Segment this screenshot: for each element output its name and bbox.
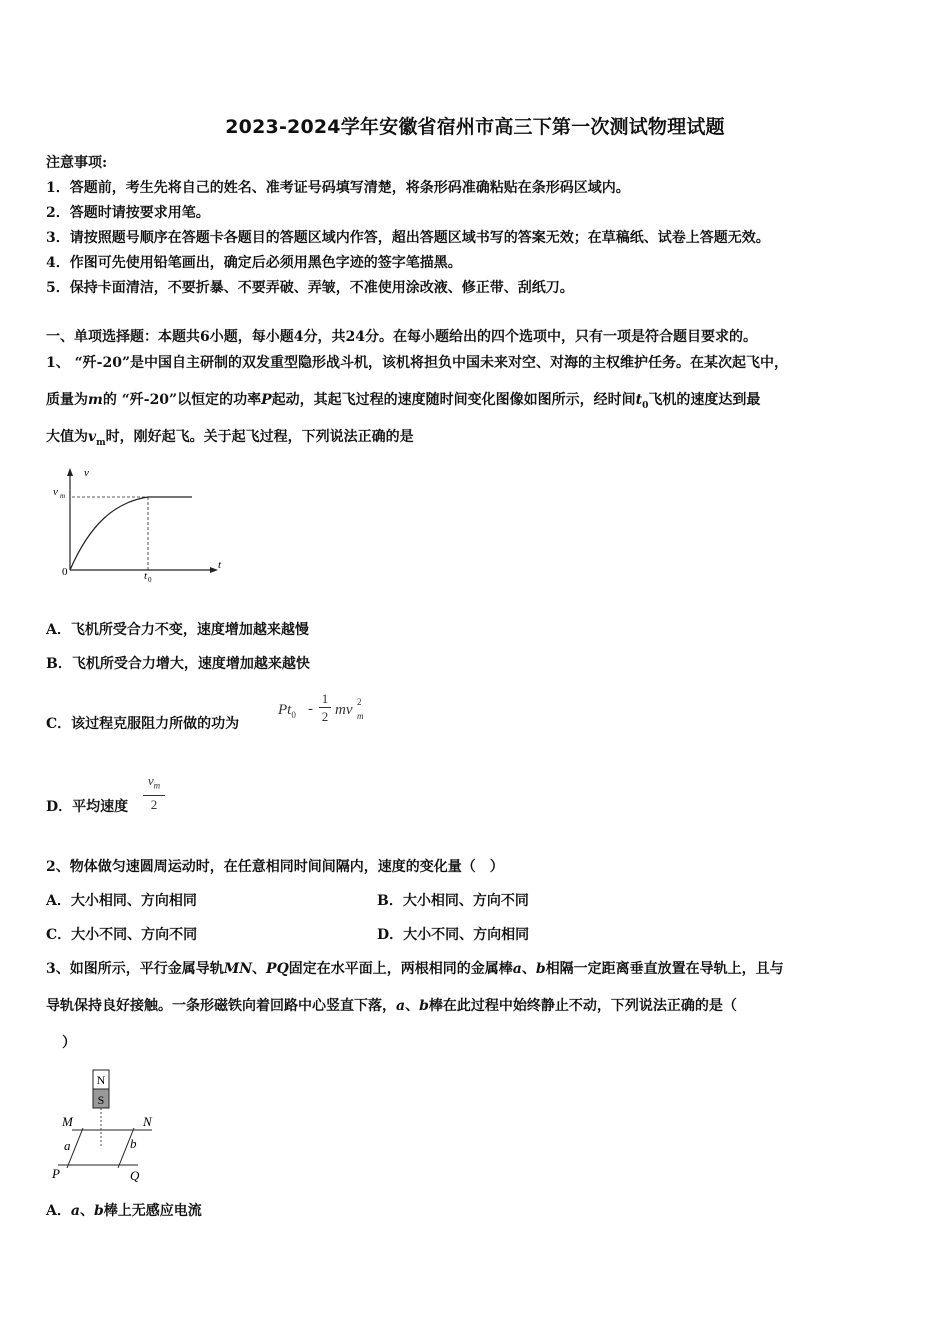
origin-label: 0 — [62, 566, 68, 578]
y-axis-arrow — [67, 468, 73, 476]
x-axis-arrow — [210, 567, 218, 573]
fraction-numerator-sub: m — [153, 780, 161, 791]
t0-label-sub: 0 — [148, 576, 152, 584]
q1-option-a: A．飞机所受合力不变，速度增加越来越慢 — [46, 622, 309, 638]
option-c-formula — [278, 691, 388, 740]
q3-var-b: b — [419, 998, 429, 1014]
fraction-numerator: v — [147, 773, 154, 788]
formula-minus: - — [308, 701, 313, 717]
notice-item: 3．请按照题号顺序在答题卡各题目的答题区域内作答，超出答题区域书写的答案无效；在草稿纸、试卷上答题无效。 — [46, 230, 770, 246]
q2-option-d: D．大小不同、方向相同 — [377, 927, 530, 943]
q3-text: 固定在水平面上，两根相同的金属棒 — [288, 961, 513, 977]
q3-var-b: b — [93, 1203, 104, 1219]
option-d-formula — [143, 773, 173, 818]
q1-var-v: v — [88, 429, 97, 445]
q1-option-d: D．平均速度 — [46, 799, 129, 815]
fraction-numerator: 1 — [321, 691, 329, 706]
velocity-time-graph — [50, 462, 230, 587]
x-axis-label: t — [218, 559, 222, 571]
fraction-denominator: 2 — [321, 709, 329, 724]
q1-option-c: C．该过程克服阻力所做的功为 — [46, 716, 240, 732]
notice-item: 5．保持卡面清洁，不要折暴、不要弄破、弄皱，不准使用涂改液、修正带、刮纸刀。 — [46, 280, 574, 296]
section-heading: 一、单项选择题：本题共6小题，每小题4分，共24分。在每小题给出的四个选项中，只有一项是符合题目要求的。 — [46, 329, 757, 345]
q2-stem: 2、物体做匀速圆周运动时，在任意相同时间间隔内，速度的变化量（ ） — [46, 859, 504, 875]
q3-text: A． — [46, 1203, 71, 1219]
q3-text: 、 — [521, 961, 536, 977]
t0-label: t — [144, 570, 148, 582]
q2-option-c: C．大小不同、方向不同 — [46, 927, 198, 943]
q3-text: 相隔一定距离垂直放置在导轨上，且与 — [545, 961, 784, 977]
q1-text: 的 “歼-20”以恒定的功率 — [102, 392, 262, 408]
formula-sup: 2 — [357, 697, 362, 707]
formula-t-sub: 0 — [291, 710, 296, 720]
y-axis-label: v — [84, 467, 89, 479]
q3-var-PQ: PQ — [266, 961, 289, 977]
q3-text: 棒在此过程中始终静止不动，下列说法正确的是（ — [428, 998, 737, 1014]
q3-text: 、 — [405, 998, 420, 1014]
label-b: b — [130, 1136, 137, 1151]
q3-var-a: a — [396, 998, 406, 1014]
velocity-curve — [70, 497, 148, 570]
notice-heading: 注意事项: — [46, 155, 108, 171]
formula-half — [319, 691, 331, 724]
notice-item: 2．答题时请按要求用笔。 — [46, 205, 210, 221]
q3-stem-line3: ） — [62, 1035, 76, 1051]
fraction-bar — [143, 795, 165, 796]
q3-text: 、 — [252, 961, 267, 977]
q1-var-t: t — [635, 392, 643, 408]
q3-var-b: b — [535, 961, 546, 977]
formula-vm-over-2 — [143, 773, 165, 812]
label-N: N — [143, 1114, 152, 1129]
q3-var-MN: MN — [223, 961, 253, 977]
formula-sub: m — [357, 711, 364, 721]
magnet-n-label: N — [96, 1073, 106, 1087]
q1-text: 时，刚好起飞。关于起飞过程，下列说法正确的是 — [105, 429, 414, 445]
label-P: P — [52, 1166, 60, 1181]
q1-var-v-sub: m — [96, 437, 106, 448]
q1-var-m: m — [88, 392, 103, 408]
vm-label-sub: m — [60, 492, 66, 500]
q3-text: 导轨保持良好接触。一条形磁铁向着回路中心竖直下落， — [46, 998, 396, 1014]
q1-stem-line1: 1、 “歼-20”是中国自主研制的双发重型隐形战斗机，该机将担负中国未来对空、对海的主权维护任务。在某次起飞中， — [46, 355, 789, 371]
q1-var-t-sub: 0 — [642, 400, 649, 411]
rails-magnet-diagram — [50, 1068, 170, 1186]
q1-text: 大值为 — [46, 429, 88, 445]
q1-stem-line3 — [46, 426, 414, 448]
q3-stem-line1 — [46, 958, 784, 978]
q1-text: 飞机的速度达到最 — [648, 392, 761, 408]
q1-stem-line2 — [46, 389, 760, 411]
magnet-s-label: S — [97, 1093, 105, 1107]
fraction-denominator: 2 — [150, 796, 158, 812]
q3-stem-line2 — [46, 995, 737, 1015]
label-Q: Q — [130, 1168, 140, 1183]
q2-option-a: A．大小相同、方向相同 — [46, 893, 197, 909]
formula-P: P — [278, 702, 288, 718]
notice-item: 1．答题前，考生先将自己的姓名、准考证号码填写清楚，将条形码准确粘贴在条形码区域内。 — [46, 180, 630, 196]
q1-text: 质量为 — [46, 392, 88, 408]
vm-label: v — [53, 486, 58, 498]
formula-mv: mv — [335, 702, 353, 718]
q3-text: 棒上无感应电流 — [103, 1203, 202, 1219]
formula-t: t — [287, 702, 292, 718]
q2-option-b: B．大小相同、方向不同 — [377, 893, 529, 909]
fraction-bar — [319, 707, 331, 708]
q3-option-a — [46, 1200, 202, 1220]
notice-item: 4．作图可先使用铅笔画出，确定后必须用黑色字迹的签字笔描黑。 — [46, 255, 462, 271]
q3-var-a: a — [512, 961, 522, 977]
label-a: a — [64, 1138, 71, 1153]
q3-text: 3、如图所示，平行金属导轨 — [46, 961, 224, 977]
q1-text: 起动，其起飞过程的速度随时间变化图像如图所示，经时间 — [271, 392, 636, 408]
page-title: 2023-2024学年安徽省宿州市高三下第一次测试物理试题 — [225, 116, 725, 138]
q3-text: 、 — [79, 1203, 94, 1219]
q1-var-P: P — [261, 392, 272, 408]
label-M: M — [62, 1114, 73, 1129]
q3-var-a: a — [70, 1203, 80, 1219]
q1-option-b: B．飞机所受合力增大，速度增加越来越快 — [46, 656, 310, 672]
